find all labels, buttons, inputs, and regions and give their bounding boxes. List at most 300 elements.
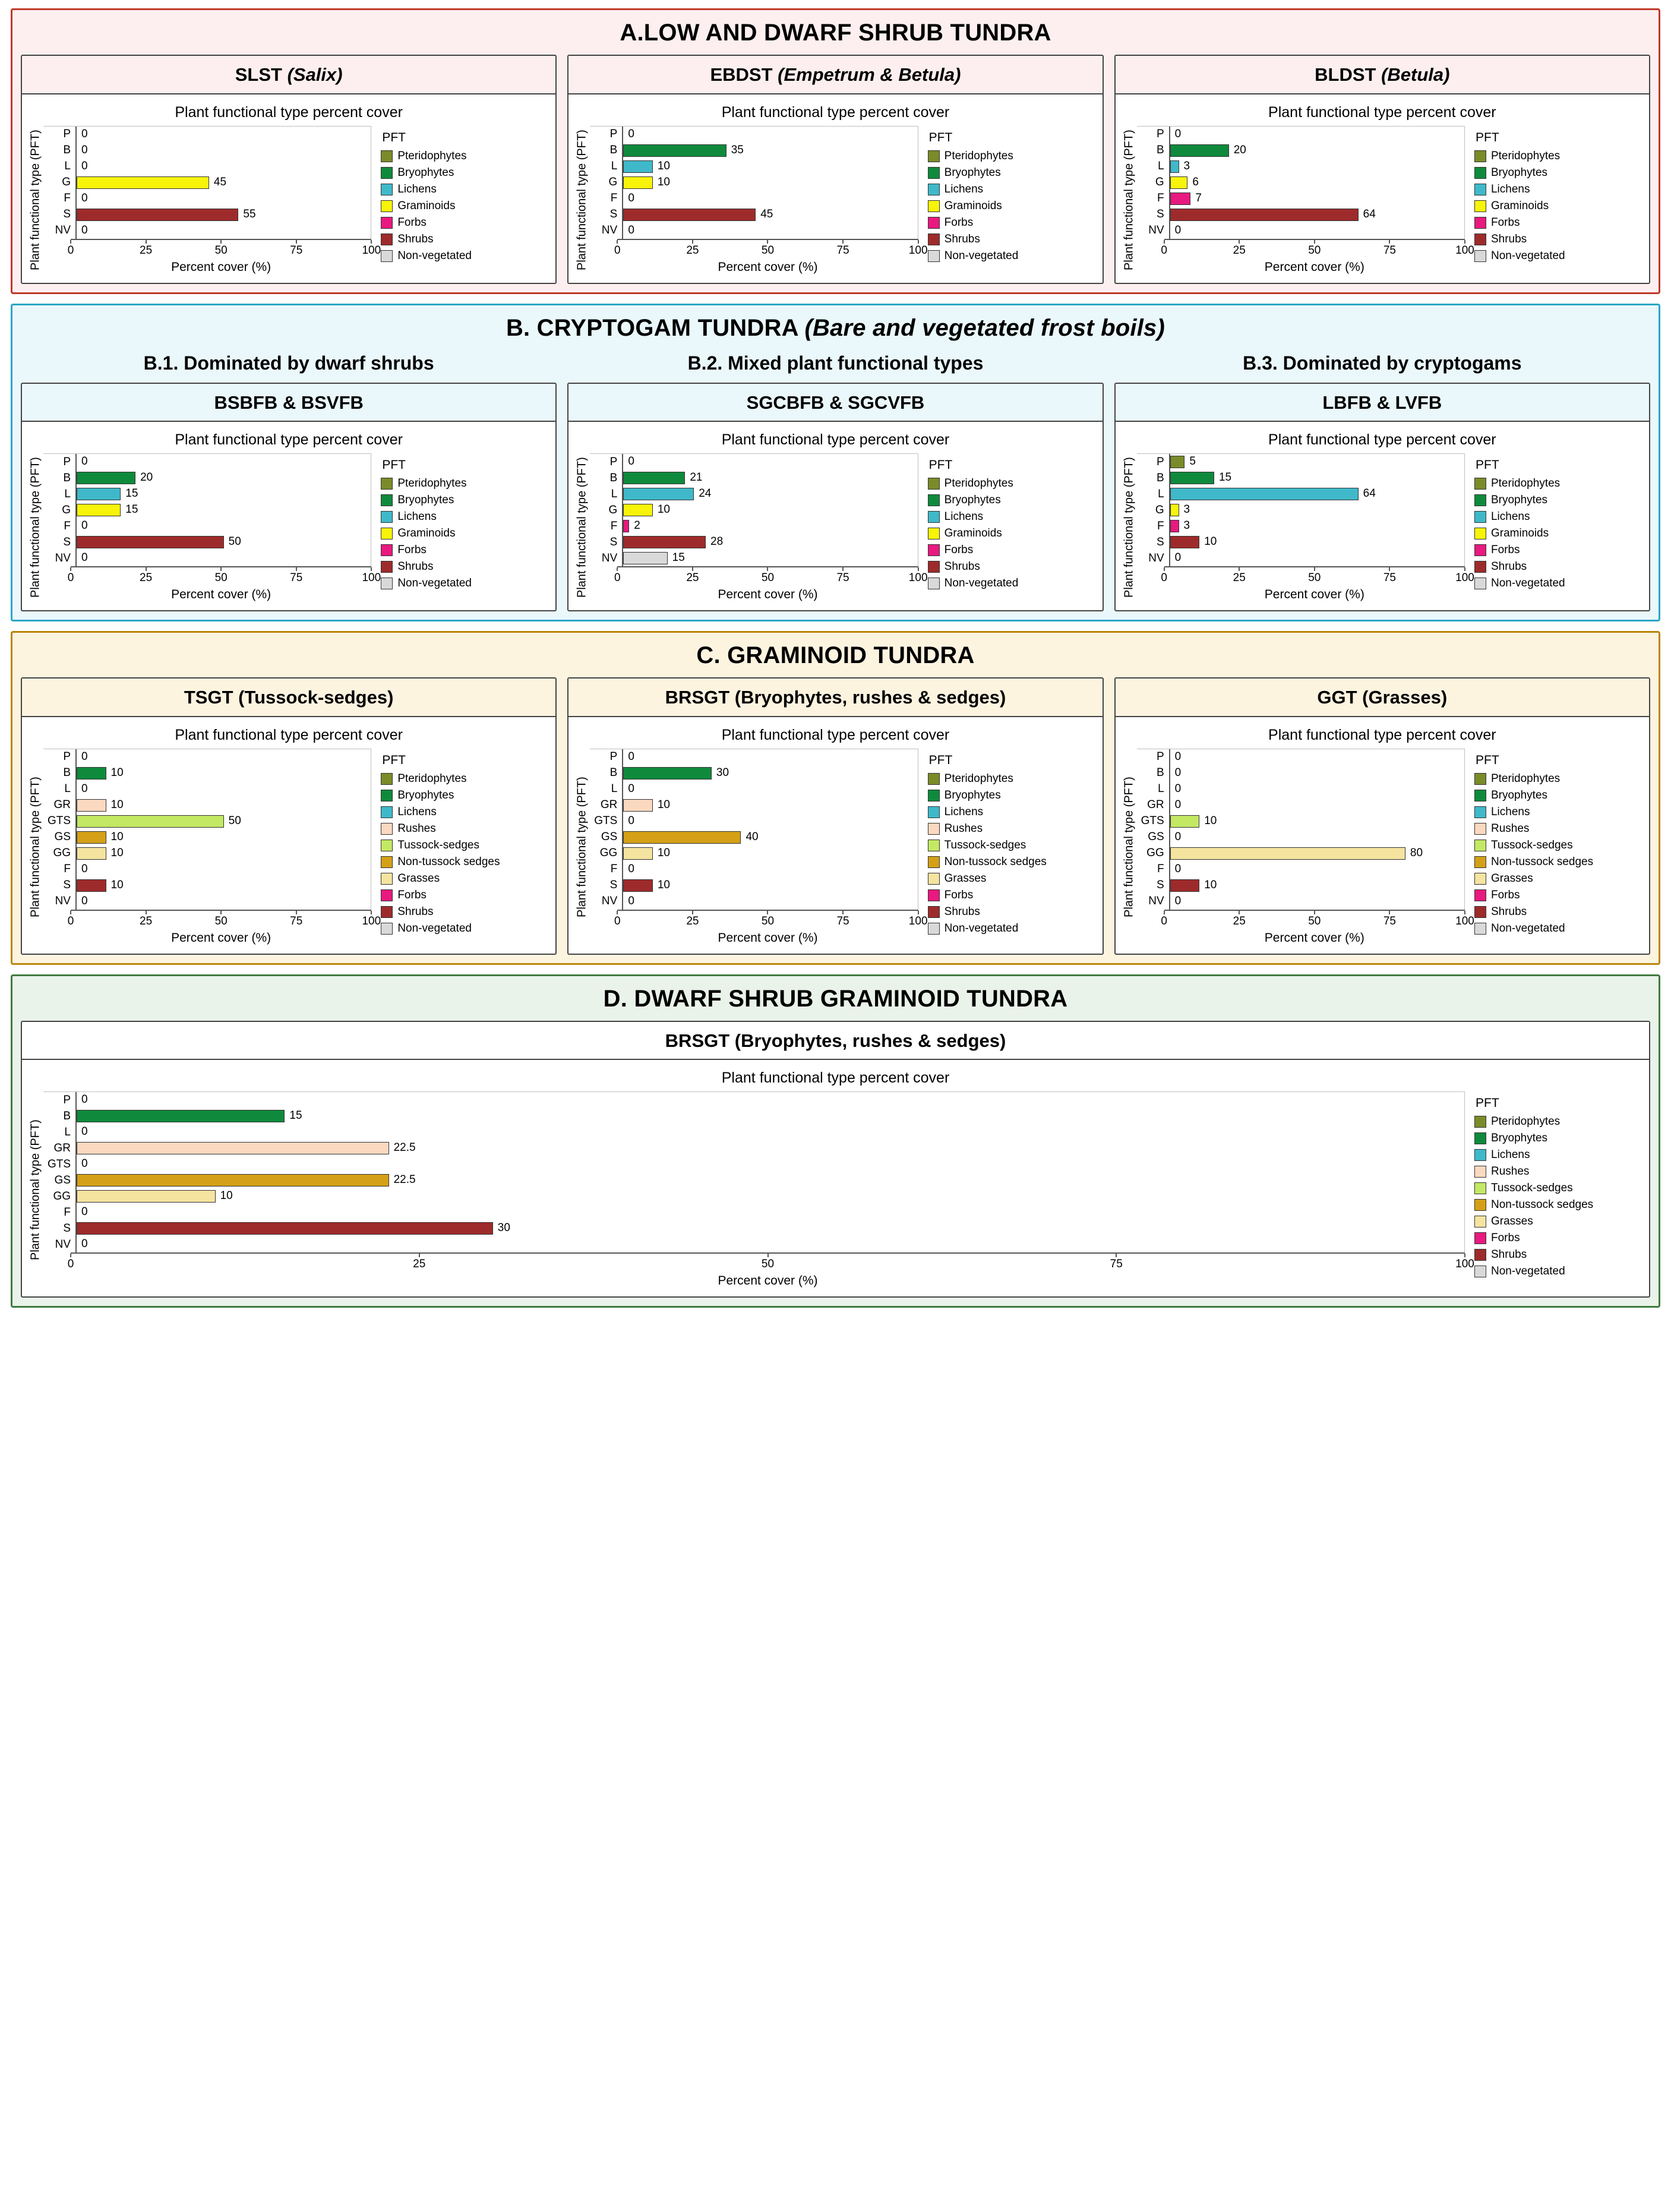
legend-item — [1474, 1165, 1643, 1178]
category-tick-label: NV — [1148, 895, 1164, 908]
legend-label: Grasses — [1490, 872, 1533, 885]
bar-track — [75, 749, 371, 765]
chart-title-italic: (Empetrum & Betula) — [778, 64, 961, 85]
bar-forbs — [623, 520, 629, 532]
legend-label: Pteridophytes — [1490, 149, 1561, 162]
legend-swatch-tussock-sedges — [1474, 840, 1486, 851]
x-axis-label: Percent cover (%) — [718, 930, 818, 945]
bar-value-label: 0 — [81, 455, 88, 468]
legend-swatch-graminoids — [928, 528, 940, 539]
section-title-italic: (Bare and vegetated frost boils) — [804, 314, 1165, 341]
legend-item — [1474, 250, 1643, 263]
category-tick-label: S — [1156, 208, 1164, 221]
legend-item — [381, 822, 549, 835]
bar-row — [43, 550, 371, 566]
plot-column — [43, 126, 381, 274]
bar-rows — [1137, 126, 1465, 239]
category-tick-label: B — [63, 471, 71, 484]
bar-row — [1137, 223, 1464, 239]
category-tick-label: L — [1158, 487, 1164, 500]
legend-item — [928, 477, 1097, 490]
x-axis-tick-label: 0 — [1161, 914, 1167, 927]
legend-label: Shrubs — [1491, 1248, 1527, 1261]
bar-row — [43, 813, 371, 829]
x-axis-tick — [1389, 911, 1390, 914]
x-axis-label: Percent cover (%) — [171, 930, 271, 945]
legend-swatch-bryophytes — [1474, 790, 1486, 802]
bar-row — [1137, 894, 1464, 910]
bar-value-label: 21 — [690, 471, 703, 484]
bar-row — [590, 813, 917, 829]
chart-title-main: TSGT (Tussock-sedges) — [184, 687, 394, 708]
legend-item — [381, 560, 549, 573]
x-axis-tick-label: 50 — [761, 244, 775, 257]
legend-label: Bryophytes — [1491, 1132, 1548, 1145]
category-tick-label: GTS — [47, 815, 71, 828]
category-tick-label: F — [1157, 192, 1164, 205]
legend-item — [381, 922, 549, 935]
bar-track — [75, 486, 371, 502]
bar-track — [1169, 470, 1464, 486]
x-axis — [614, 566, 928, 585]
legend-label: Forbs — [944, 888, 974, 901]
legend-swatch-lichens — [381, 511, 393, 523]
y-axis-label: Plant functional type (PFT) — [29, 457, 42, 598]
subtitle-row — [21, 350, 1650, 379]
bar-track — [622, 159, 917, 175]
category-tick-label: GS — [601, 831, 618, 844]
bar-value-label: 10 — [657, 798, 670, 811]
legend-item — [1474, 1198, 1643, 1211]
legend-title: PFT — [382, 458, 406, 472]
legend-swatch-pteridophytes — [381, 150, 393, 162]
plot-column — [1137, 749, 1474, 945]
bar-value-label: 10 — [1204, 535, 1217, 548]
legend-label: Pteridophytes — [944, 149, 1013, 162]
legend-label: Forbs — [944, 216, 974, 229]
bar-value-label: 35 — [731, 143, 744, 156]
x-axis-tick — [918, 567, 919, 571]
x-axis-tick — [146, 911, 147, 914]
bar-value-label: 0 — [1174, 782, 1182, 795]
bar-value-label: 0 — [81, 1238, 88, 1251]
plot-title: Plant functional type percent cover — [721, 431, 950, 449]
legend-label: Grasses — [1491, 1215, 1533, 1228]
legend-swatch-shrubs — [928, 233, 940, 245]
bar-forbs — [1170, 520, 1179, 532]
chart-area — [574, 126, 1096, 274]
category-tick-label: S — [63, 535, 71, 548]
bar-value-label: 0 — [81, 782, 88, 795]
legend-item — [1474, 1215, 1643, 1228]
legend-label: Non-vegetated — [1490, 922, 1565, 935]
chart-card-title — [22, 384, 555, 422]
bar-row — [590, 223, 917, 239]
bar-value-label: 0 — [1174, 862, 1182, 875]
legend-label: Non-tussock sedges — [944, 855, 1047, 868]
bar-row — [43, 159, 371, 175]
bar-row — [43, 470, 371, 486]
bar-track — [622, 829, 917, 845]
x-axis — [614, 239, 928, 258]
category-tick-label: L — [64, 782, 71, 796]
bar-row — [43, 1108, 1464, 1124]
chart-title-main: GGT (Grasses) — [1317, 687, 1448, 708]
bar-value-label: 64 — [1363, 207, 1376, 220]
bar-value-label: 0 — [628, 750, 634, 763]
category-tick-label: B — [63, 1109, 71, 1122]
bar-value-label: 15 — [125, 487, 138, 500]
bar-value-label: 0 — [81, 191, 88, 204]
x-axis-tick — [70, 911, 71, 914]
legend-item — [1474, 905, 1643, 919]
x-axis-tick-label: 0 — [614, 244, 621, 257]
legend-swatch-non-vegetated — [928, 250, 940, 262]
bar-row — [590, 534, 917, 550]
category-tick-label: G — [62, 503, 71, 516]
bar-value-label: 0 — [628, 862, 634, 875]
bar-value-label: 0 — [81, 519, 88, 532]
legend-item — [381, 544, 549, 557]
bar-row — [590, 550, 917, 566]
legend-label: Bryophytes — [944, 788, 1001, 802]
x-axis-label: Percent cover (%) — [718, 588, 818, 602]
legend-label: Non-vegetated — [944, 249, 1019, 262]
legend-item — [928, 806, 1097, 819]
bar-value-label: 7 — [1195, 191, 1202, 204]
legend-label: Lichens — [397, 805, 437, 818]
legend-label: Lichens — [397, 182, 437, 195]
chart-title-main: SLST — [235, 64, 288, 85]
bar-shrubs — [623, 879, 653, 892]
bar-value-label: 10 — [110, 830, 124, 843]
bar-value-label: 0 — [1174, 894, 1182, 907]
plot-title: Plant functional type percent cover — [721, 726, 950, 743]
legend-label: Graminoids — [397, 199, 456, 212]
bar-value-label: 0 — [81, 551, 88, 564]
x-axis-tick — [1239, 240, 1240, 244]
legend-item — [928, 856, 1097, 869]
subsection-title: B.1. Dominated by dwarf shrubs — [143, 352, 434, 374]
legend-swatch-forbs — [381, 544, 393, 556]
bar-value-label: 0 — [628, 223, 634, 236]
legend-label: Non-tussock sedges — [397, 855, 500, 868]
legend-item — [928, 839, 1097, 852]
legend-swatch-tussock-sedges — [381, 840, 393, 851]
x-axis-tick — [617, 911, 618, 914]
category-tick-label: GS — [54, 1173, 71, 1187]
x-axis-tick — [1389, 567, 1390, 571]
x-axis-tick — [70, 240, 71, 244]
legend-swatch-tussock-sedges — [1474, 1182, 1486, 1194]
y-axis-label: Plant functional type (PFT) — [575, 776, 589, 917]
x-axis-label: Percent cover (%) — [1264, 588, 1364, 602]
bar-grasses — [1170, 847, 1405, 860]
bar-value-label: 3 — [1183, 159, 1190, 172]
legend-item — [1474, 577, 1643, 590]
x-axis-tick-label: 25 — [1233, 914, 1246, 927]
category-tick-label: GR — [600, 799, 618, 812]
bar-track — [1169, 765, 1464, 781]
legend-swatch-lichens — [1474, 184, 1486, 195]
legend-label: Forbs — [1491, 1232, 1520, 1245]
bar-track — [622, 470, 917, 486]
legend-label: Non-tussock sedges — [1491, 1198, 1594, 1211]
legend-label: Graminoids — [397, 527, 456, 540]
chart-area — [28, 749, 549, 945]
section-title-main: A.LOW AND DWARF SHRUB TUNDRA — [620, 20, 1051, 46]
x-axis — [67, 910, 381, 929]
category-tick-label: S — [1156, 535, 1164, 548]
legend-swatch-lichens — [381, 806, 393, 818]
bar-track — [75, 1140, 1464, 1156]
bar-lichens — [623, 488, 694, 500]
bar-row — [590, 781, 917, 797]
x-axis-tick — [842, 240, 844, 244]
legend-item — [1474, 216, 1643, 229]
x-axis-tick — [1464, 911, 1465, 914]
legend — [371, 749, 549, 945]
bar-row — [43, 765, 371, 781]
bar-row — [1137, 797, 1464, 813]
x-axis-tick-label: 50 — [761, 914, 775, 927]
bar-track — [75, 1220, 1464, 1236]
chart-row — [21, 1021, 1650, 1298]
legend-label: Forbs — [944, 544, 974, 557]
bar-value-label: 50 — [228, 814, 241, 827]
legend-label: Shrubs — [944, 905, 980, 918]
legend-swatch-rushes — [928, 823, 940, 835]
bar-graminoids — [623, 176, 653, 189]
plot-column — [43, 1091, 1474, 1288]
x-axis — [67, 566, 381, 585]
bar-row — [590, 175, 917, 191]
bar-track — [1169, 829, 1464, 845]
category-tick-label: F — [1157, 519, 1164, 532]
x-axis-tick-label: 0 — [67, 244, 74, 257]
bar-track — [622, 486, 917, 502]
bar-value-label: 64 — [1363, 487, 1376, 500]
bar-value-label: 0 — [81, 1093, 88, 1106]
x-axis-tick-label: 50 — [214, 914, 228, 927]
bar-track — [622, 813, 917, 829]
bar-value-label: 20 — [140, 471, 153, 484]
bar-row — [1137, 749, 1464, 765]
legend-swatch-lichens — [1474, 1149, 1486, 1161]
bar-lichens — [623, 160, 653, 173]
bar-graminoids — [623, 504, 653, 516]
bar-value-label: 10 — [110, 846, 124, 859]
legend-label: Pteridophytes — [397, 477, 467, 490]
category-tick-label: B — [609, 144, 618, 157]
category-tick-label: F — [610, 863, 618, 876]
plot-column — [43, 453, 381, 602]
category-tick-label: P — [63, 750, 71, 763]
chart-card-title — [1116, 679, 1649, 717]
bar-value-label: 5 — [1189, 455, 1196, 468]
bar-track — [1169, 550, 1464, 566]
bar-rows — [43, 453, 371, 566]
chart-area — [28, 1091, 1643, 1288]
legend-label: Lichens — [1491, 1148, 1530, 1162]
bar-value-label: 3 — [1183, 503, 1190, 516]
legend-label: Lichens — [1490, 805, 1530, 818]
bar-lichens — [77, 488, 121, 500]
bar-value-label: 50 — [228, 535, 241, 548]
legend-swatch-non-vegetated — [1474, 1266, 1486, 1277]
legend-label: Graminoids — [1490, 527, 1549, 540]
bar-rows — [590, 453, 918, 566]
chart-title-main: SGCBFB & SGCVFB — [746, 392, 925, 413]
bar-track — [1169, 534, 1464, 550]
legend-swatch-graminoids — [1474, 528, 1486, 539]
category-tick-label: B — [1156, 471, 1164, 484]
legend-item — [1474, 1265, 1643, 1278]
bar-value-label: 24 — [699, 487, 712, 500]
bar-value-label: 0 — [628, 127, 634, 140]
bar-track — [75, 454, 371, 470]
bar-tussock-sedges — [1170, 815, 1200, 828]
bar-row — [1137, 550, 1464, 566]
bar-row — [590, 518, 917, 534]
legend-swatch-non-vegetated — [928, 578, 940, 589]
x-axis-tick-label: 75 — [836, 914, 849, 927]
x-axis-tick — [146, 240, 147, 244]
x-axis-tick — [842, 567, 844, 571]
legend-label: Grasses — [397, 872, 440, 885]
bar-track — [75, 470, 371, 486]
legend-swatch-non-vegetated — [381, 250, 393, 262]
legend-swatch-bryophytes — [928, 494, 940, 506]
bar-track — [622, 191, 917, 207]
bar-value-label: 10 — [657, 159, 670, 172]
bar-value-label: 3 — [1183, 519, 1190, 532]
x-axis-tick — [1464, 567, 1465, 571]
x-axis-tick-label: 75 — [836, 244, 849, 257]
legend-label: Non-vegetated — [944, 922, 1019, 935]
chart-card-title — [568, 384, 1102, 422]
category-tick-label: L — [64, 487, 71, 500]
legend-swatch-forbs — [928, 544, 940, 556]
chart-area — [1122, 126, 1643, 274]
bar-row — [1137, 534, 1464, 550]
bar-track — [622, 878, 917, 894]
x-axis-tick-label: 50 — [761, 1258, 775, 1271]
plot-column — [590, 749, 928, 945]
legend-label: Lichens — [397, 510, 437, 523]
legend-item — [1474, 1132, 1643, 1145]
bar-bryophytes — [1170, 472, 1214, 484]
x-axis-tick — [371, 911, 372, 914]
category-tick-label: L — [64, 1125, 71, 1138]
category-tick-label: GR — [1147, 799, 1164, 812]
section-title — [21, 642, 1650, 669]
legend-swatch-grasses — [381, 873, 393, 885]
chart-card — [21, 55, 557, 284]
bar-row — [1137, 159, 1464, 175]
bar-row — [1137, 862, 1464, 878]
bar-bryophytes — [77, 767, 106, 780]
bar-track — [75, 191, 371, 207]
bar-track — [75, 845, 371, 862]
legend-label: Shrubs — [397, 905, 434, 918]
bar-track — [622, 143, 917, 159]
legend-item — [1474, 1115, 1643, 1128]
x-axis-tick-label: 100 — [1455, 572, 1474, 585]
chart-title-main: BLDST — [1315, 64, 1382, 85]
x-axis-tick-label: 100 — [1455, 1258, 1474, 1271]
bar-track — [75, 223, 371, 239]
chart-card-title — [22, 679, 555, 717]
legend-title: PFT — [1475, 753, 1499, 767]
bar-row — [590, 797, 917, 813]
bar-row — [43, 829, 371, 845]
bar-row — [43, 1188, 1464, 1204]
category-tick-label: G — [1155, 176, 1164, 189]
bar-track — [1169, 797, 1464, 813]
legend-swatch-grasses — [928, 873, 940, 885]
bar-track — [1169, 894, 1464, 910]
bar-value-label: 20 — [1233, 143, 1246, 156]
legend-item — [928, 789, 1097, 802]
bar-row — [590, 862, 917, 878]
chart-card-title — [1116, 384, 1649, 422]
legend-item — [381, 806, 549, 819]
legend-swatch-pteridophytes — [1474, 478, 1486, 490]
x-axis-tick — [146, 567, 147, 571]
legend-title: PFT — [382, 130, 406, 144]
x-axis-tick-label: 100 — [1455, 914, 1474, 927]
legend-item — [1474, 150, 1643, 163]
legend-swatch-non-vegetated — [381, 923, 393, 935]
category-tick-label: S — [609, 879, 618, 892]
bar-track — [622, 894, 917, 910]
legend-label: Shrubs — [397, 232, 434, 245]
x-axis-tick — [371, 567, 372, 571]
legend-label: Tussock-sedges — [944, 838, 1026, 851]
x-axis-tick — [692, 911, 693, 914]
chart-card — [21, 383, 557, 612]
legend-label: Shrubs — [944, 560, 980, 573]
bar-row — [590, 470, 917, 486]
bar-bryophytes — [77, 1110, 285, 1122]
legend-item — [381, 905, 549, 919]
category-tick-label: P — [63, 1093, 71, 1106]
bar-row — [43, 486, 371, 502]
legend-swatch-pteridophytes — [928, 773, 940, 785]
x-axis-tick — [918, 911, 919, 914]
chart-card-body — [568, 422, 1102, 610]
legend-swatch-forbs — [928, 889, 940, 901]
chart-card-title — [22, 56, 555, 94]
legend-item — [928, 216, 1097, 229]
legend-item — [928, 905, 1097, 919]
legend-item — [928, 922, 1097, 935]
legend-item — [928, 494, 1097, 507]
legend-label: Non-tussock sedges — [1490, 855, 1594, 868]
bar-track — [75, 159, 371, 175]
legend-item — [928, 250, 1097, 263]
bar-value-label: 10 — [657, 503, 670, 516]
bar-bryophytes — [623, 472, 685, 484]
legend-item — [1474, 872, 1643, 885]
bar-value-label: 0 — [628, 894, 634, 907]
legend-item — [1474, 856, 1643, 869]
legend-label: Graminoids — [1490, 199, 1549, 212]
bar-value-label: 0 — [81, 143, 88, 156]
x-axis — [614, 910, 928, 929]
bar-track — [1169, 878, 1464, 894]
